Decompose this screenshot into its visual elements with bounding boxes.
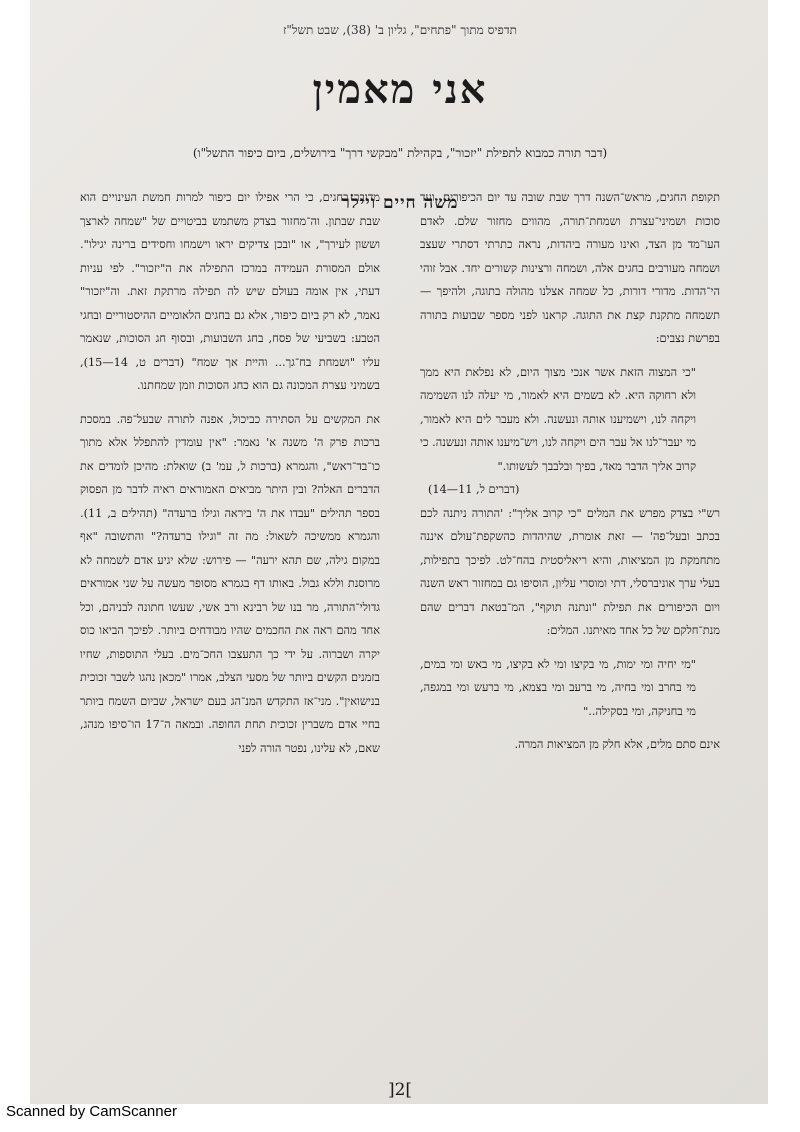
- article-subtitle: (דבר תורה כמבוא לתפילת "יזכור", בקהילת "מבקשי דרך" בירושלים, ביום כיפור התשל"ו): [192, 146, 608, 160]
- paragraph: את המקשים על הסתירה כביכול, אפנה לתורה שבעל־פה. במסכת ברכות פרק ה' משנה א' נאמר: "אין עומדין להתפלל אלא מתוך כו־בד־ראש", והגמרא (ברכות ל, עמ' ב) שואלת: מהיכן לומדים את הדברים האלה? ובין היתר מביאים האמוראים ראיה לדבר מן הפסוק בספר תהילים "עבדו את ה' ביראה וגילו ברעדה" (תהילים ב, 11). והגמרא ממשיכה לשאול: מה זה "וגילו ברעדה?" והתשובה "אף במקום גילה, שם תהא ירעה" — פירוש: שלא יגיע אדם לשמחה לא מרוסנת וללא גבול. באותו דף בגמרא מסופר מעשה על שני אמוראים גדולי־התורה, מר בנו של רבינא ורב אשי, שעשו חתונה לבניהם, וכל אחד מהם ראה את החכמים שהיו מבודחים ביותר. לפיכך הביאו כוס יקרה ושברוה. על ידי כך התעצבו החכ־מים. בעלי התוספות, שחיו בזמנים הקשים ביותר של מסעי הצלב, אמרו "מכאן נהגו לשבר זכוכית בנישואין". מני־אז התקדש המנ־הג בעם ישראל, שביום השמח ביותר בחיי אדם משברין זכוכית תחת החופה. ובמאה ה־17 הו־סיפו מנהג, שאם, לא עלינו, נפטר הורה לפני: [80, 412, 380, 755]
- left-column: [80, 186, 380, 760]
- paragraph: אינם סתם מלים, אלא חלק מן המציאות המרה.: [514, 738, 720, 751]
- text-columns: [80, 186, 720, 760]
- block-quote: "מי יחיה ומי ימות, מי בקיצו ומי לא בקיצו, מי באש ומי במים, מי בחרב ומי בחיה, מי ברעב ומי בצמא, מי ברעש ומי במגפה, מי בחניקה, ומי בסקילה..": [420, 657, 696, 718]
- right-column: [420, 186, 720, 760]
- article-title: אני מאמין: [312, 66, 488, 113]
- source-header: תדפיס מתוך "פתחים", גליון ב' (38), שבט תשל"ז: [283, 23, 517, 37]
- article-author: משה חיים ויילר: [341, 193, 459, 213]
- quote-reference: (דברים ל, 11—14): [428, 483, 520, 496]
- paragraph: רש"י בצדק מפרש את המלים "כי קרוב אליך": 'התורה ניתנה לכם בכתב ובעל־פה' — זאת אומרת, שהיהדות כהשקפת־עולם איננה מתחמקת מן המציאות, והיא ריאליסטית בהח־לט. לפיכך בתפילות, בעלי ערך אוניברסלי, דתי ומוסרי עליון, הוסיפו גם במחזור ראש השנה ויום הכיפורים את תפילת "ונתנה תוקף", המ־בטאת דברים שהם מנת־חלקם של כל אחד מאיתנו. המלים:: [420, 506, 720, 637]
- page-number: ]2[: [387, 1080, 413, 1100]
- scanner-watermark: Scanned by CamScanner: [6, 1103, 177, 1120]
- paragraph: תקופת החגים, מראש־השנה דרך שבת שובה עד יום הכיפורים, ועד סוכות ושמיני־עצרת ושמחת־תורה, מהווים מחזור שלם. לאדם העו־מד מן הצד, ואינו מעורה ביהדות, נראה כתרתי דסתרי שעצב ושמחה מעורבים בחגים אלה, ושמחה ורצינות קשורים יחד. אבל זוהי הי־הדות. מדורי דורות, כל שמחה אצלנו מהולה בתוגה, ולהיפך — תשמחה מתקנת קצת את התוגה. קראנו לפני מספר שבועות בתורה בפרשת נצבים:: [420, 191, 720, 345]
- document-page: [80, 20, 720, 1100]
- block-quote: "כי המצוה הזאת אשר אנכי מצוך היום, לא נפלאת היא ממך ולא רחוקה היא. לא בשמים היא לאמור, מי יעלה לנו השמימה ויקחה לנו, וישמיענו אותה ונעשנה. ולא מעבר לים היא לאמור, מי יעבר־לנו אל עבר הים ויקחה לנו, ויש־מיענו אותה ונעשנה. כי קרוב אליך הדבר מאד, בפיך ובלבבך לעשותו.": [420, 365, 696, 473]
- paragraph: מדובר בחגים, כי הרי אפילו יום כיפור למרות חמשת העינויים הוא שבת שבתון. וה־מחזור בצדק משתמש בביטויים של "שמחה לארצך וששון לעירך", או "ובכן צדיקים יראו וישמחו וחסידים ברינה יגילו". אולם המסורת העמידה במרכז התפילה את ה"יזכור". לפי עניות דעתי, אין אומה בעולם שיש לה תפילה מרתקת זאת. וה"יזכור" נאמר, לא רק ביום כיפור, אלא גם בחגים הלאומיים ההיסטוריים ובחגי הטבע: בשביעי של פסח, בחג השבועות, ובסוף חג הסוכות, שנאמר עליו "ושמחת בח־גך... והיית אך שמח" (דברים ט, 14—15), בשמיני עצרת המכונה גם הוא כחג הסוכות וזמן שמחתנו.: [80, 191, 380, 392]
